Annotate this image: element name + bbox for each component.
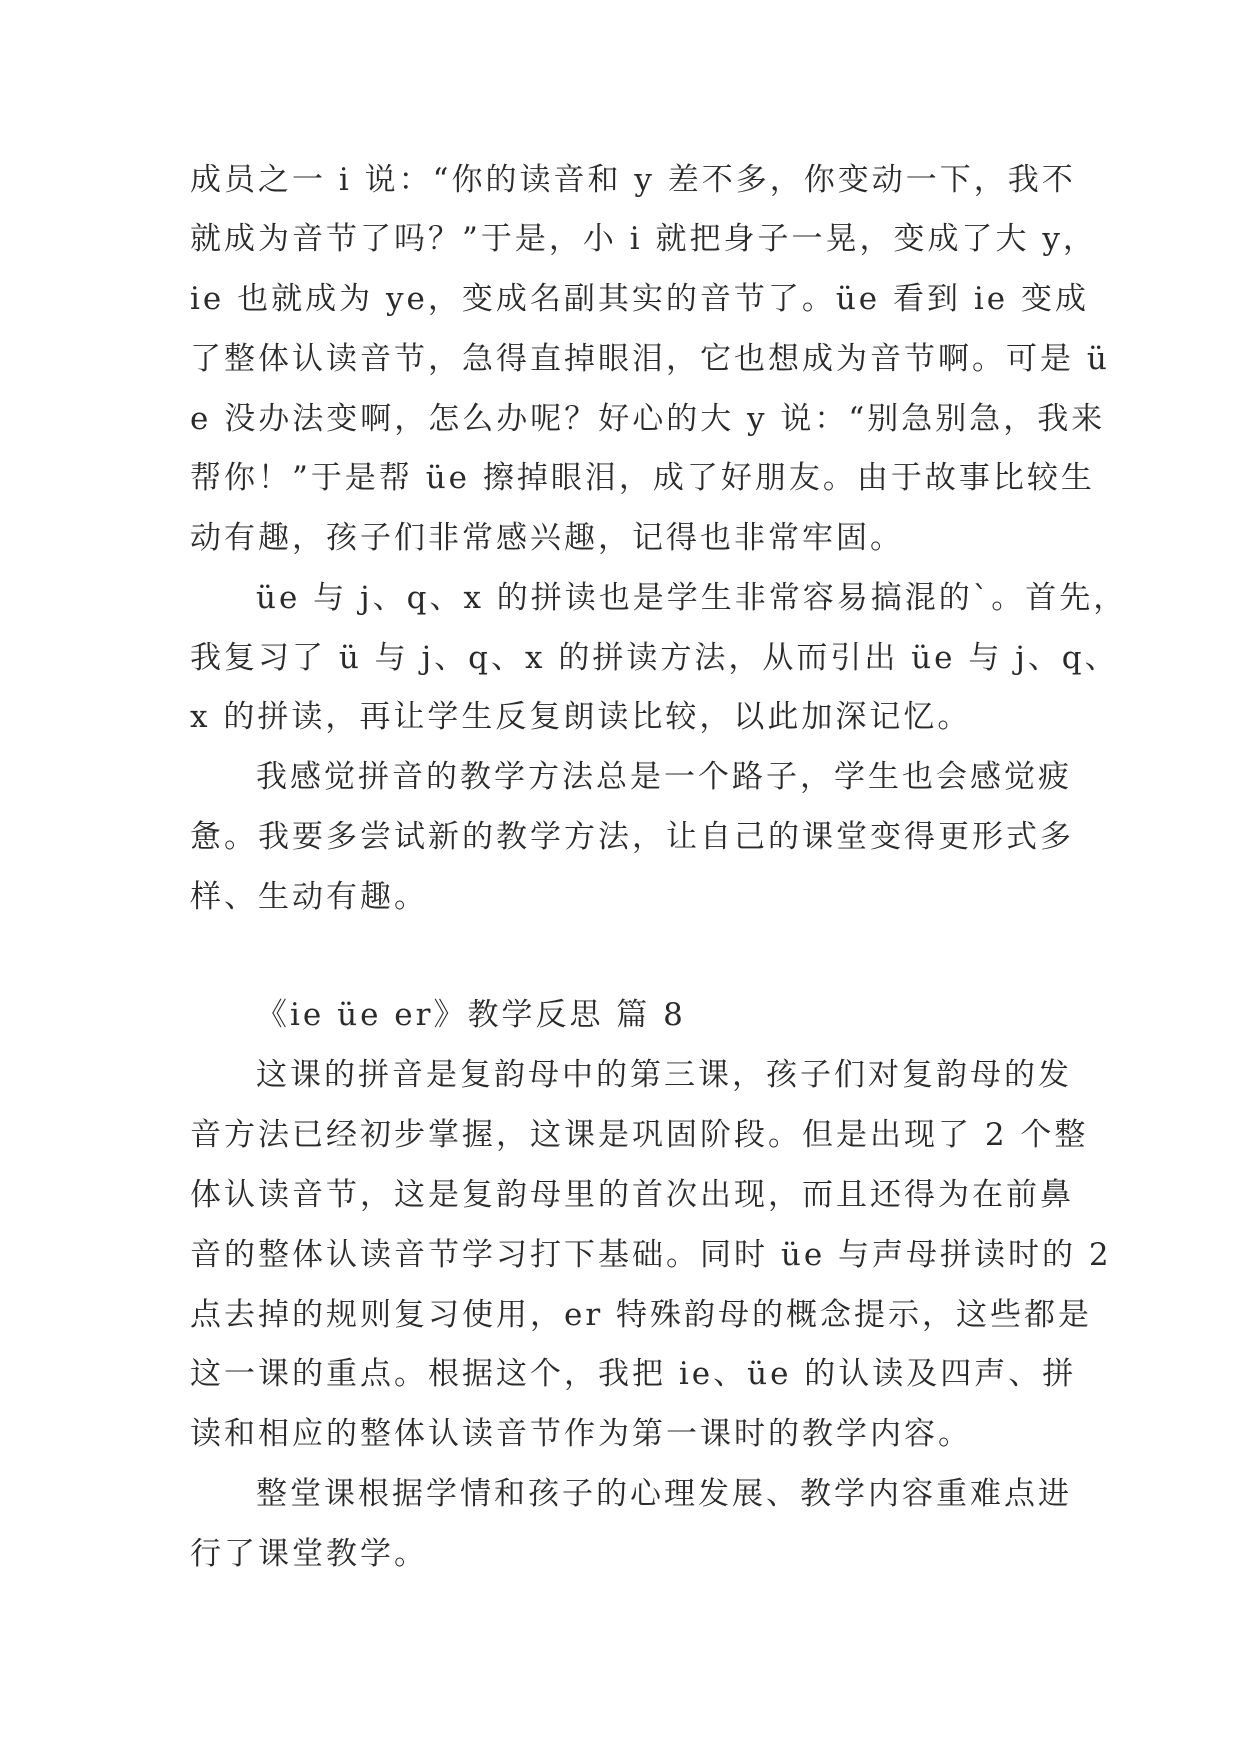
paragraph-line: ie 也就成为 ye，变成名副其实的音节了。üe 看到 ie 变成 — [190, 281, 1089, 317]
section-heading: 《ie üe er》教学反思 篇 8 — [256, 997, 686, 1033]
paragraph-line: 就成为音节了吗？”于是，小 i 就把身子一晃，变成了大 y， — [190, 221, 1097, 257]
paragraph-line: 点去掉的规则复习使用，er 特殊韵母的概念提示，这些都是 — [190, 1297, 1093, 1333]
paragraph-line: 惫。我要多尝试新的教学方法，让自己的课堂变得更形式多 — [190, 819, 1074, 855]
paragraph-line: 读和相应的整体认读音节作为第一课时的教学内容。 — [190, 1416, 972, 1452]
paragraph-line: 了整体认读音节，急得直掉眼泪，它也想成为音节啊。可是 ü — [190, 341, 1110, 377]
paragraph-line: e 没办法变啊，怎么办呢？好心的大 y 说：“别急别急，我来 — [190, 401, 1106, 437]
paragraph-line: 成员之一 i 说：“你的读音和 y 差不多，你变动一下，我不 — [190, 162, 1076, 198]
paragraph-line: 我感觉拼音的教学方法总是一个路子，学生也会感觉疲 — [256, 759, 1072, 795]
paragraph-line: 帮你！”于是帮 üe 擦掉眼泪，成了好朋友。由于故事比较生 — [190, 460, 1095, 496]
paragraph-line: üe 与 j、q、x 的拼读也是学生非常容易搞混的`。首先， — [256, 580, 1128, 616]
paragraph-line: x 的拼读，再让学生反复朗读比较，以此加深记忆。 — [190, 699, 972, 735]
paragraph-line: 这课的拼音是复韵母中的第三课，孩子们对复韵母的发 — [256, 1057, 1072, 1093]
paragraph-line: 这一课的重点。根据这个，我把 ie、üe 的认读及四声、拼 — [190, 1356, 1077, 1392]
paragraph-line: 音的整体认读音节学习打下基础。同时 üe 与声母拼读时的 2 — [190, 1237, 1112, 1273]
paragraph-line: 整堂课根据学情和孩子的心理发展、教学内容重难点进 — [256, 1476, 1072, 1512]
paragraph-line: 样、生动有趣。 — [190, 879, 428, 915]
paragraph-line: 行了课堂教学。 — [190, 1536, 428, 1572]
paragraph-line: 我复习了 ü 与 j、q、x 的拼读方法，从而引出 üe 与 j、q、 — [190, 640, 1119, 676]
paragraph-line: 音方法已经初步掌握，这课是巩固阶段。但是出现了 2 个整 — [190, 1117, 1089, 1153]
paragraph-line: 体认读音节，这是复韵母里的首次出现，而且还得为在前鼻 — [190, 1177, 1074, 1213]
paragraph-line: 动有趣，孩子们非常感兴趣，记得也非常牢固。 — [190, 520, 904, 556]
